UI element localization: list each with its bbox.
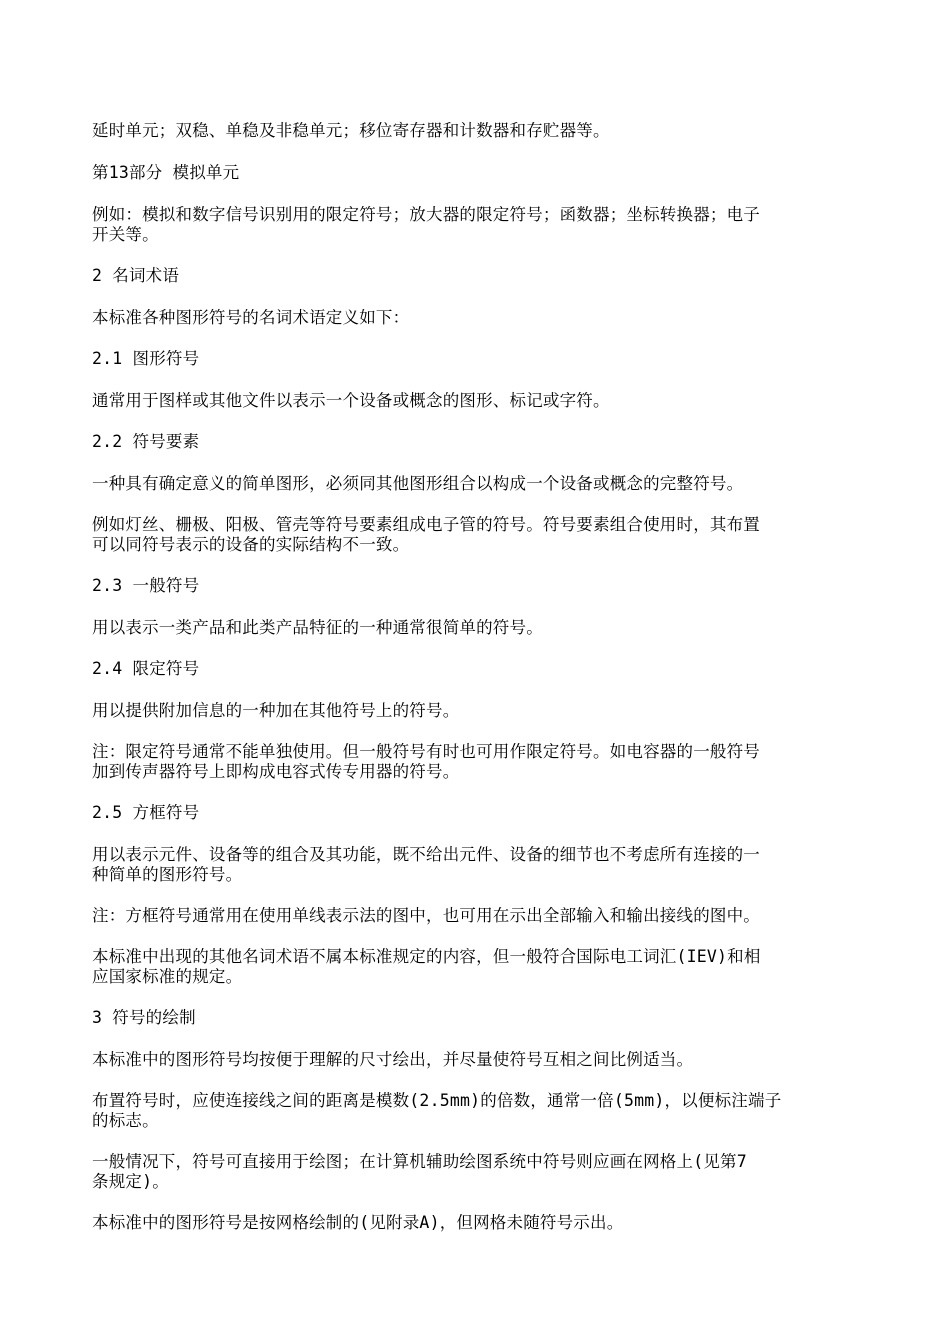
paragraph-2-2-example: 例如灯丝、栅极、阳极、管壳等符号要素组成电子管的符号。符号要素组合使用时，其布置 可以同符号表示的设备的实际结构不一致。 xyxy=(92,515,760,554)
paragraph-delay-units: 延时单元；双稳、单稳及非稳单元；移位寄存器和计数器和存贮器等。 xyxy=(92,121,610,140)
paragraph-3-grid: 本标准中的图形符号是按网格绘制的(见附录A)，但网格未随符号示出。 xyxy=(92,1213,624,1232)
paragraph-other-terms: 本标准中出现的其他名词术语不属本标准规定的内容，但一般符合国际电工词汇(IEV)和相 应国家标准的规定。 xyxy=(92,947,761,986)
section-heading-2-2: 2.2 符号要素 xyxy=(92,432,200,451)
paragraph-analog-examples: 例如：模拟和数字信号识别用的限定符号；放大器的限定符号；函数器；坐标转换器；电子 开关等。 xyxy=(92,205,760,244)
paragraph-2-2-definition: 一种具有确定意义的简单图形，必须同其他图形组合以构成一个设备或概念的完整符号。 xyxy=(92,474,744,493)
paragraph-3-spacing: 布置符号时，应使连接线之间的距离是模数(2.5mm)的倍数，通常一倍(5mm)，以便标注端子 的标志。 xyxy=(92,1091,782,1130)
paragraph-terms-intro: 本标准各种图形符号的名词术语定义如下： xyxy=(92,308,410,327)
paragraph-2-4-note: 注：限定符号通常不能单独使用。但一般符号有时也可用作限定符号。如电容器的一般符号 加到传声器符号上即构成电容式传专用器的符号。 xyxy=(92,742,760,781)
section-heading-2: 2 名词术语 xyxy=(92,266,180,285)
section-heading-2-4: 2.4 限定符号 xyxy=(92,659,200,678)
paragraph-3-usage: 一般情况下，符号可直接用于绘图；在计算机辅助绘图系统中符号则应画在网格上(见第7 条规定)。 xyxy=(92,1152,747,1191)
paragraph-2-5-definition: 用以表示元件、设备等的组合及其功能，既不给出元件、设备的细节也不考虑所有连接的一 种简单的图形符号。 xyxy=(92,845,760,884)
paragraph-2-4-definition: 用以提供附加信息的一种加在其他符号上的符号。 xyxy=(92,701,460,720)
paragraph-2-3-definition: 用以表示一类产品和此类产品特征的一种通常很简单的符号。 xyxy=(92,618,543,637)
section-heading-2-5: 2.5 方框符号 xyxy=(92,803,200,822)
section-heading-part13: 第13部分 模拟单元 xyxy=(92,163,240,182)
paragraph-2-1-definition: 通常用于图样或其他文件以表示一个设备或概念的图形、标记或字符。 xyxy=(92,391,610,410)
paragraph-2-5-note: 注：方框符号通常用在使用单线表示法的图中，也可用在示出全部输入和输出接线的图中。 xyxy=(92,906,760,925)
section-heading-2-1: 2.1 图形符号 xyxy=(92,349,200,368)
section-heading-2-3: 2.3 一般符号 xyxy=(92,576,200,595)
paragraph-3-size: 本标准中的图形符号均按便于理解的尺寸绘出，并尽量使符号互相之间比例适当。 xyxy=(92,1050,694,1069)
section-heading-3: 3 符号的绘制 xyxy=(92,1008,196,1027)
